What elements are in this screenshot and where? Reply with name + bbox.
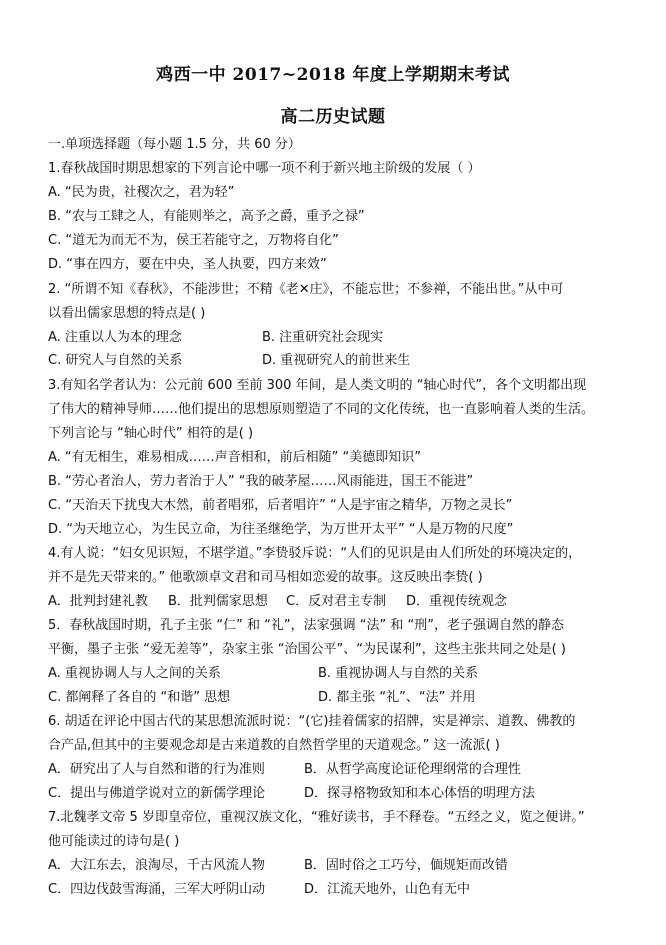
question-5-stem-line-1: 5．春秋战国时期，孔子主张 “仁” 和 “礼”，法家强调 “法” 和 “刑”，老子强调自然的静态	[48, 618, 564, 633]
question-2-stem-line-2: 以看出儒家思想的特点是( )	[48, 306, 206, 321]
question-6-option-c: C．提出与佛道学说对立的新儒学理论	[48, 786, 266, 801]
question-3-option-a: A. “有无相生，难易相成……声音相和，前后相随” “美德即知识”	[48, 450, 422, 465]
question-2-option-a: A. 注重以人为本的理念	[48, 330, 182, 345]
question-4-option-c: C．反对君主专制	[286, 594, 387, 609]
question-5-option-a: A. 重视协调人与人之间的关系	[48, 666, 221, 681]
exam-title: 鸡西一中 2017~2018 年度上学期期末考试	[156, 65, 510, 85]
question-7-option-b: B．固时俗之工巧兮，偭规矩而改错	[304, 858, 508, 873]
question-4-option-b: B．批判儒家思想	[168, 594, 268, 609]
question-6-option-a: A．研究出了人与自然和谐的行为准则	[48, 762, 265, 777]
question-6-option-b: B．从哲学高度论证伦理纲常的合理性	[304, 762, 521, 777]
question-5-stem-line-2: 平衡，墨子主张 “爱无差等”，杂家主张 “治国公平”、“为民谋利”，这些主张共同之处是( )	[48, 642, 566, 657]
question-7-option-d: D．江流天地外，山色有无中	[304, 882, 471, 897]
question-4-option-d: D．重视传统观念	[406, 594, 508, 609]
question-5-option-b: B. 重视协调人与自然的关系	[318, 666, 479, 681]
question-3-option-b: B. “劳心者治人，劳力者治于人” “我的破茅屋……风雨能进，国王不能进”	[48, 474, 474, 489]
question-3-stem-line-1: 3.有知名学者认为：公元前 600 至前 300 年间，是人类文明的 “轴心时代”，各个文明都出现	[48, 378, 587, 393]
question-2-option-b: B. 注重研究社会现实	[262, 330, 384, 345]
question-7-option-a: A．大江东去，浪淘尽，千古风流人物	[48, 858, 265, 873]
exam-subtitle: 高二历史试题	[280, 107, 386, 127]
question-6-stem-line-2: 合产品,但其中的主要观念却是古来道教的自然哲学里的天道观念。” 这一流派( )	[48, 738, 500, 753]
question-1-option-b: B. “农与工肆之人，有能则举之，高予之爵，重予之禄”	[48, 209, 365, 224]
question-3-option-c: C. “天治天下扰曳大木然，前者唱邪，后者唱许” “人是宇宙之精华，万物之灵长”	[48, 498, 513, 513]
question-4-stem-line-1: 4.有人说：“妇女见识短，不堪学道。”李贽驳斥说：“人们的见识是由人们所处的环境决定的，	[48, 546, 582, 561]
question-4-stem-line-2: 并不是先天带来的。” 他歌颂卓文君和司马相如恋爱的故事。这反映出李贽( )	[48, 570, 483, 585]
question-2-option-d: D. 重视研究人的前世来生	[262, 353, 411, 368]
question-6-stem-line-1: 6. 胡适在评论中国古代的某思想流派时说：“(它)挂着儒家的招牌，实是禅宗、道教、佛教的	[48, 714, 576, 729]
question-7-stem-line-2: 他可能读过的诗句是( )	[48, 834, 180, 849]
question-1-stem: 1.春秋战国时期思想家的下列言论中哪一项不利于新兴地主阶级的发展（ ）	[48, 161, 481, 176]
question-1-option-c: C. “道无为而无不为，侯王若能守之，万物将自化”	[48, 233, 339, 248]
section-heading: 一.单项选择题（每小题 1.5 分，共 60 分）	[48, 137, 301, 152]
question-7-stem-line-1: 7.北魏孝文帝 5 岁即皇帝位，重视汉族文化，“雅好读书，手不释卷。“五经之义，览之便讲。”	[48, 810, 585, 825]
question-3-stem-line-2: 了伟大的精神导师……他们提出的思想原则塑造了不同的文化传统，也一直影响着人类的生活。	[48, 402, 595, 417]
question-2-stem-line-1: 2. “所谓不知《春秋》，不能涉世；不精《老✕庄》，不能忘世；不参禅，不能出世。”从中可	[48, 282, 564, 297]
question-6-option-d: D．探寻格物致知和本心体悟的明理方法	[304, 786, 536, 801]
question-7-option-c: C．四边伐鼓雪海涌，三军大呼阴山动	[48, 882, 266, 897]
question-3-option-d: D. “为天地立心，为生民立命，为往圣继绝学，为万世开太平” “人是万物的尺度”	[48, 522, 514, 537]
question-5-option-d: D. 都主张 “礼”、“法” 并用	[318, 690, 476, 705]
question-2-option-c: C. 研究人与自然的关系	[48, 353, 183, 368]
question-5-option-c: C. 都阐释了各自的 “和谐” 思想	[48, 690, 231, 705]
question-1-option-a: A. “民为贵，社稷次之，君为轻”	[48, 185, 235, 200]
question-1-option-d: D. “事在四方，要在中央，圣人执要，四方来效”	[48, 257, 327, 272]
question-4-option-a: A．批判封建礼教	[48, 594, 148, 609]
question-3-stem-line-3: 下列言论与 “轴心时代” 相符的是( )	[48, 426, 254, 441]
